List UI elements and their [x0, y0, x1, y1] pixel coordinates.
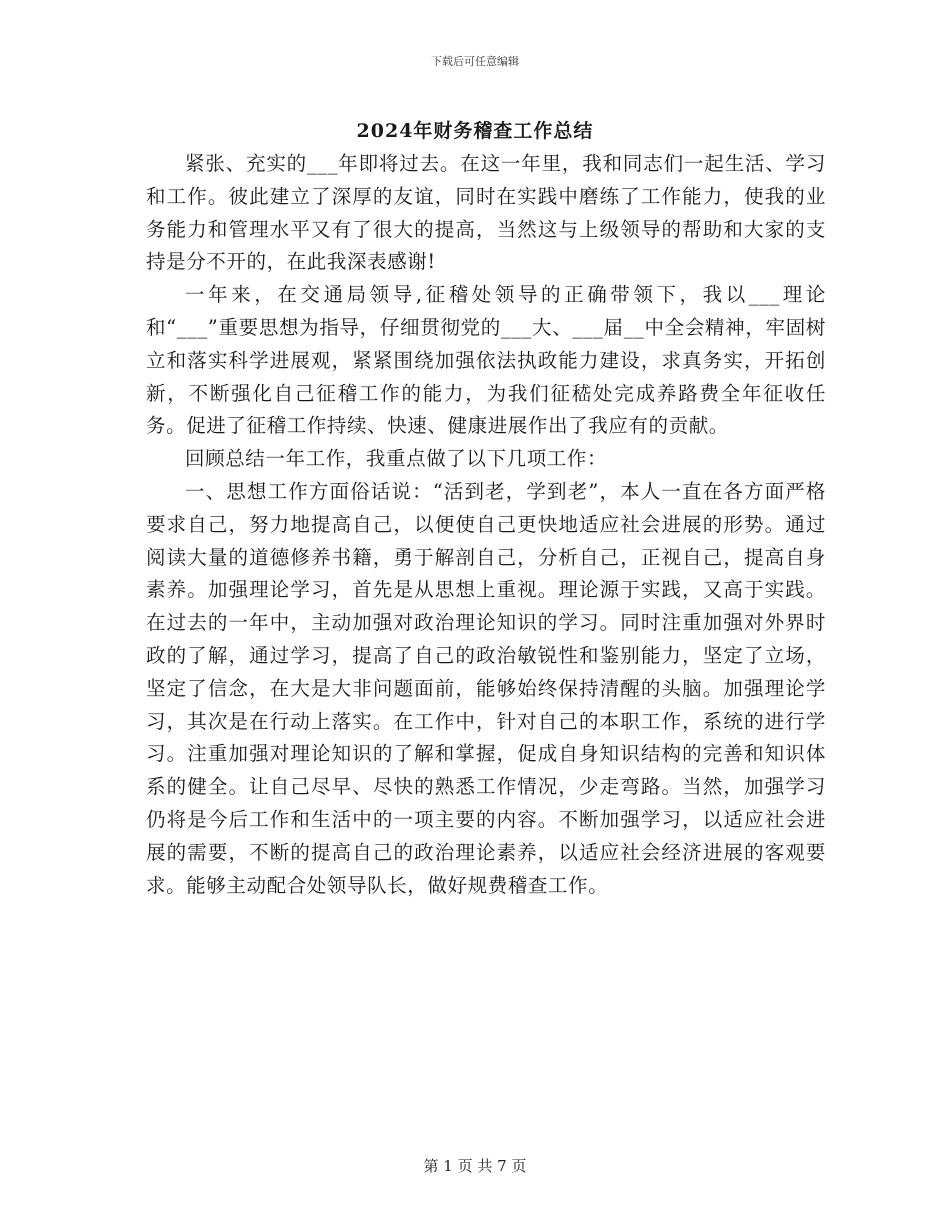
document-title: 2024年财务稽查工作总结 — [356, 120, 594, 142]
paragraph-overview: 一年来，在交通局领导,征稽处领导的正确带领下，我以___理论和“___”重要思想为指导，仔细贯彻党的___大、___届__中全会精神，牢固树立和落实科学进展观，紧紧围绕加强依法执政能力建设，求真务实，开拓创新，不断强化自己征稽工作的能力，为我们征嵇处完成养路费全年征收任务。促进了征稽工作持续、快速、健康进展作出了我应有的贡献。 — [146, 283, 826, 438]
paragraph-review-heading: 回顾总结一年工作，我重点做了以下几项工作： — [185, 447, 608, 471]
paragraph-intro: 紧张、充实的___年即将过去。在这一年里，我和同志们一起生活、学习和工作。彼此建立了深厚的友谊，同时在实践中磨练了工作能力，使我的业务能力和管理水平又有了很大的提高，当然这与上级领导的帮助和大家的支持是分不开的，在此我深表感谢! — [146, 152, 826, 274]
paragraph-ideology-work: 一、思想工作方面俗话说：“活到老，学到老”，本人一直在各方面严格要求自己，努力地提高自己，以便使自己更快地适应社会进展的形势。通过阅读大量的道德修养书籍，勇于解剖自己，分析自己，正视自己，提高自身素养。加强理论学习，首先是从思想上重视。理论源于实践，又高于实践。在过去的一年中，主动加强对政治理论知识的学习。同时注重加强对外界时政的了解，通过学习，提高了自己的政治敏锐性和鉴别能力，坚定了立场，坚定了信念，在大是大非问题面前，能够始终保持清醒的头脑。加强理论学习，其次是在行动上落实。在工作中，针对自己的本职工作，系统的进行学习。注重加强对理论知识的了解和掌握，促成自身知识结构的完善和知识体系的健全。让自己尽早、尽快的熟悉工作情况，少走弯路。当然，加强学习仍将是今后工作和生活中的一项主要的内容。不断加强学习，以适应社会进展的需要，不断的提高自己的政治理论素养，以适应社会经济进展的客观要求。能够主动配合处领导队长，做好规费稽查工作。 — [146, 479, 826, 897]
document-body — [146, 148, 826, 902]
page-header-note: 下载后可任意编辑 — [431, 55, 519, 68]
page-number: 第 1 页 共 7 页 — [423, 1157, 527, 1175]
